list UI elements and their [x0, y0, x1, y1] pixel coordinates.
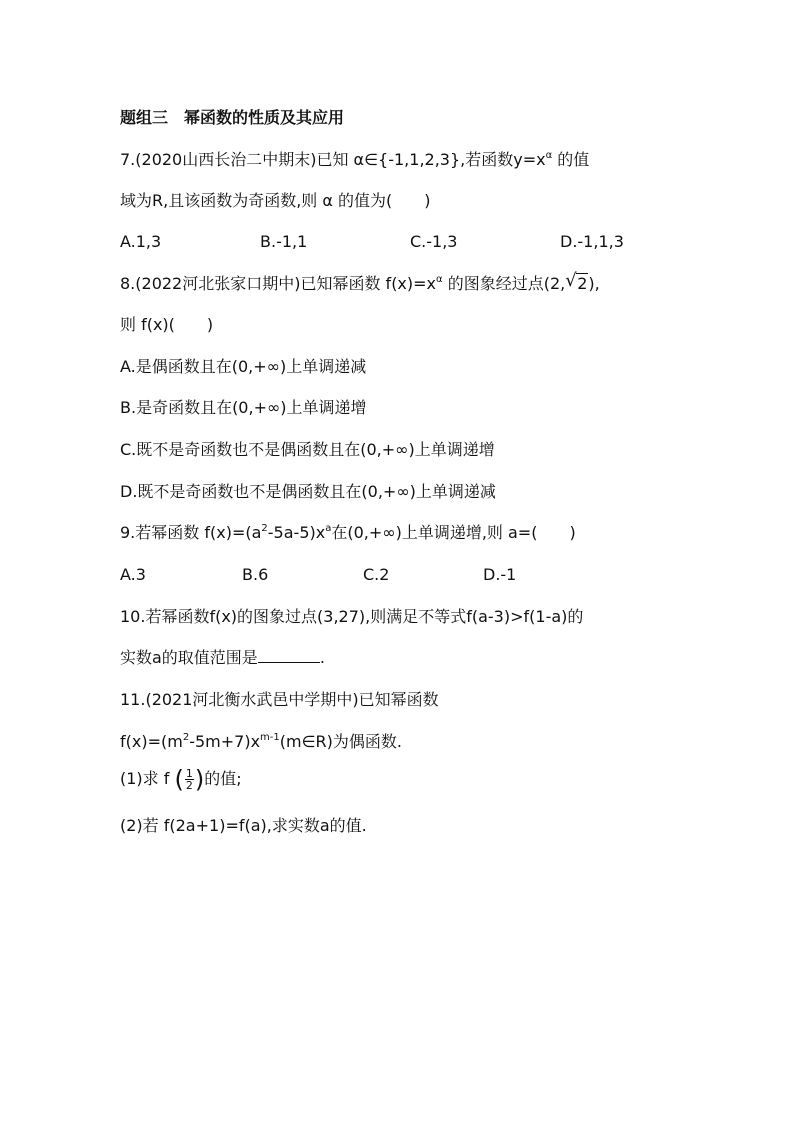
- sqrt-symbol: √ 2: [565, 270, 588, 293]
- q9-option-d: D.-1: [483, 565, 517, 584]
- q9-text-c: 在(0,+∞)上单调递增,则 a=( ): [331, 523, 576, 542]
- q8-option-c: C.既不是奇函数也不是偶函数且在(0,+∞)上单调递增: [120, 440, 495, 459]
- q8-exponent: α: [436, 274, 443, 285]
- fraction: [185, 768, 194, 791]
- q9-option-a: A.3: [120, 565, 146, 584]
- q7-text-b: 的值: [552, 150, 590, 169]
- q9-line-1: [120, 522, 576, 544]
- q7-text-a: 7.(2020山西长治二中期末)已知 α∈{-1,1,2,3},若函数y=x: [120, 150, 546, 169]
- q11-text-b: -5m+7)x: [189, 732, 261, 751]
- q8-option-d: D.既不是奇函数也不是偶函数且在(0,+∞)上单调递减: [120, 482, 496, 501]
- q10-text-a: 实数a的取值范围是: [120, 648, 258, 667]
- q10-text-b: .: [319, 648, 325, 667]
- q11-part-2: (2)若 f(2a+1)=f(a),求实数a的值.: [120, 816, 367, 835]
- q7-option-c: C.-1,3: [410, 232, 458, 251]
- q8-text-b: 的图象经过点(2,: [442, 274, 566, 293]
- q10-line-1: 10.若幂函数f(x)的图象过点(3,27),则满足不等式f(a-3)>f(1-a)的: [120, 607, 584, 626]
- q11-sup-2: m-1: [260, 732, 280, 743]
- q11-sup-1: 2: [182, 732, 190, 743]
- fraction-numerator: 1: [185, 767, 193, 780]
- q11-text-c: (m∈R)为偶函数.: [279, 732, 402, 751]
- fraction-paren-right: ): [194, 765, 205, 794]
- q7-option-b: B.-1,1: [260, 232, 308, 251]
- fraction-paren-left: (: [174, 765, 184, 794]
- q11-text-a: f(x)=(m: [120, 732, 183, 751]
- q9-text-a: 9.若幂函数 f(x)=(a: [120, 523, 262, 542]
- q11-line-1: 11.(2021河北衡水武邑中学期中)已知幂函数: [120, 690, 439, 709]
- q11-line-2: [120, 731, 402, 753]
- fraction-denominator: 2: [185, 779, 193, 792]
- q7-option-a: A.1,3: [120, 232, 162, 251]
- q8-option-a: A.是偶函数且在(0,+∞)上单调递减: [120, 357, 367, 376]
- q9-sup-1: 2: [261, 523, 268, 534]
- q8-text-c: ),: [588, 274, 600, 293]
- q7-line-2: 域为R,且该函数为奇函数,则 α 的值为( ): [120, 191, 431, 210]
- q11-p1-text-b: 的值;: [204, 769, 242, 788]
- q11-p1-text-a: (1)求 f: [120, 769, 175, 788]
- q8-option-b: B.是奇函数且在(0,+∞)上单调递增: [120, 398, 367, 417]
- q11-part-1: [120, 765, 242, 794]
- q8-line-2: 则 f(x)( ): [120, 315, 214, 334]
- q9-sup-2: a: [325, 523, 332, 534]
- q9-text-b: -5a-5)x: [267, 523, 326, 542]
- q7-option-d: D.-1,1,3: [560, 232, 624, 251]
- sqrt-argument: 2: [577, 274, 588, 293]
- answer-blank[interactable]: [258, 648, 320, 663]
- q8-text-a: 8.(2022河北张家口期中)已知幂函数 f(x)=x: [120, 274, 437, 293]
- q7-line-1: [120, 149, 589, 171]
- q10-line-2: [120, 647, 325, 669]
- q9-option-c: C.2: [363, 565, 390, 584]
- q7-exponent: α: [545, 150, 553, 161]
- q8-line-1: [120, 270, 600, 295]
- q9-option-b: B.6: [242, 565, 269, 584]
- section-heading: 题组三 幂函数的性质及其应用: [120, 108, 345, 127]
